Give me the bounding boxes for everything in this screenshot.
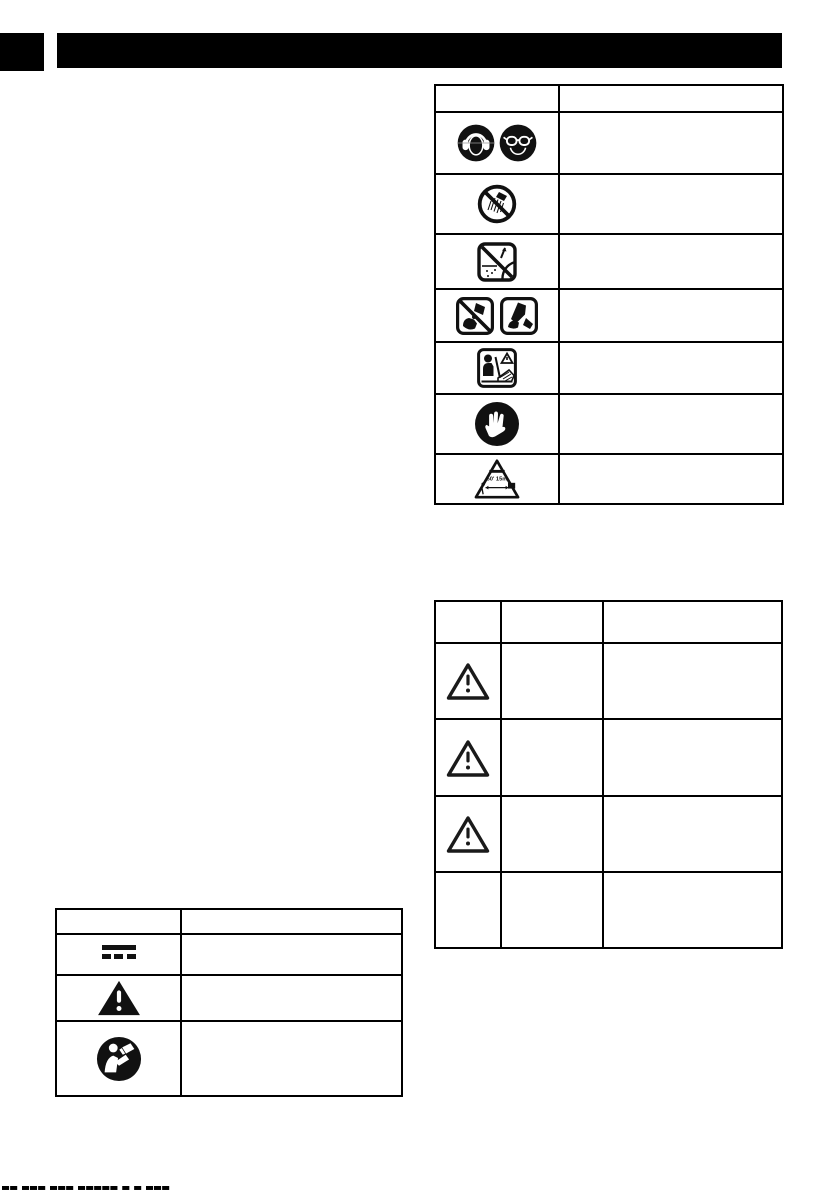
- signal-word: [501, 643, 603, 719]
- bystander-warning-icon: [438, 347, 556, 389]
- symbol-description: [559, 112, 783, 174]
- section-header-bar: [57, 33, 782, 68]
- signal-word: [501, 872, 603, 948]
- table-row: [56, 909, 402, 934]
- symbol-description: [559, 174, 783, 234]
- thrown-objects-icon: [438, 241, 556, 283]
- warning-signal-header: [501, 601, 603, 643]
- table-row: [435, 85, 783, 112]
- eye-protection-icon: [499, 124, 537, 162]
- symbol-column-header: [435, 85, 559, 112]
- symbol-description: [181, 934, 402, 975]
- ear-protection-icon: [457, 124, 495, 162]
- symbol-description: [181, 1021, 402, 1096]
- table-row: [435, 174, 783, 234]
- read-manual-icon: [59, 1036, 178, 1082]
- signal-word: [501, 796, 603, 872]
- signal-meaning: [603, 719, 782, 796]
- signal-meaning: [603, 872, 782, 948]
- warning-symbol-header: [435, 601, 501, 643]
- warning-triangle-icon: [438, 661, 498, 701]
- table-row: [435, 454, 783, 504]
- table-row: [435, 342, 783, 394]
- table-row: [435, 112, 783, 174]
- meaning-column-header: [181, 909, 402, 934]
- warning-triangle-icon: [438, 738, 498, 778]
- no-hands-near-blade-icon: [455, 296, 495, 336]
- table-row: [56, 934, 402, 975]
- page-number-tab: [0, 33, 44, 71]
- symbol-description: [559, 394, 783, 454]
- table-row: [56, 1021, 402, 1096]
- distance-label: 50' 15m: [486, 476, 508, 483]
- table-row: [435, 872, 782, 948]
- footer-clipped-text: ▀▀ ▀▀▀ ▀▀▀ ▀▀▀▀▀ ▀ ▀ ▀▀▀: [2, 1186, 171, 1192]
- table-row: [435, 719, 782, 796]
- warning-triangle-filled-icon: [59, 978, 178, 1018]
- table-row: [56, 975, 402, 1021]
- table-row: [435, 601, 782, 643]
- wear-gloves-icon: [438, 401, 556, 447]
- warning-meaning-header: [603, 601, 782, 643]
- dc-current-icon: [102, 945, 136, 959]
- symbol-description: [559, 342, 783, 394]
- general-symbols-table: [55, 908, 403, 1097]
- table-row: [435, 234, 783, 289]
- table-row: [435, 643, 782, 719]
- symbol-column-header: [56, 909, 181, 934]
- meaning-column-header: [559, 85, 783, 112]
- warning-levels-table: [434, 600, 783, 949]
- table-row: [435, 289, 783, 342]
- table-row: [435, 796, 782, 872]
- safety-symbols-table: [434, 84, 784, 505]
- table-row: [435, 394, 783, 454]
- empty-symbol-cell: [435, 872, 501, 948]
- hands-near-blade-icon: [499, 296, 539, 336]
- symbol-description: [559, 234, 783, 289]
- symbol-description: [181, 975, 402, 1021]
- no-rain-icon: [438, 181, 556, 227]
- signal-meaning: [603, 643, 782, 719]
- symbol-description: [559, 289, 783, 342]
- keep-distance-icon: [438, 457, 556, 501]
- symbol-description: [559, 454, 783, 504]
- warning-triangle-icon: [438, 814, 498, 854]
- signal-word: [501, 719, 603, 796]
- signal-meaning: [603, 796, 782, 872]
